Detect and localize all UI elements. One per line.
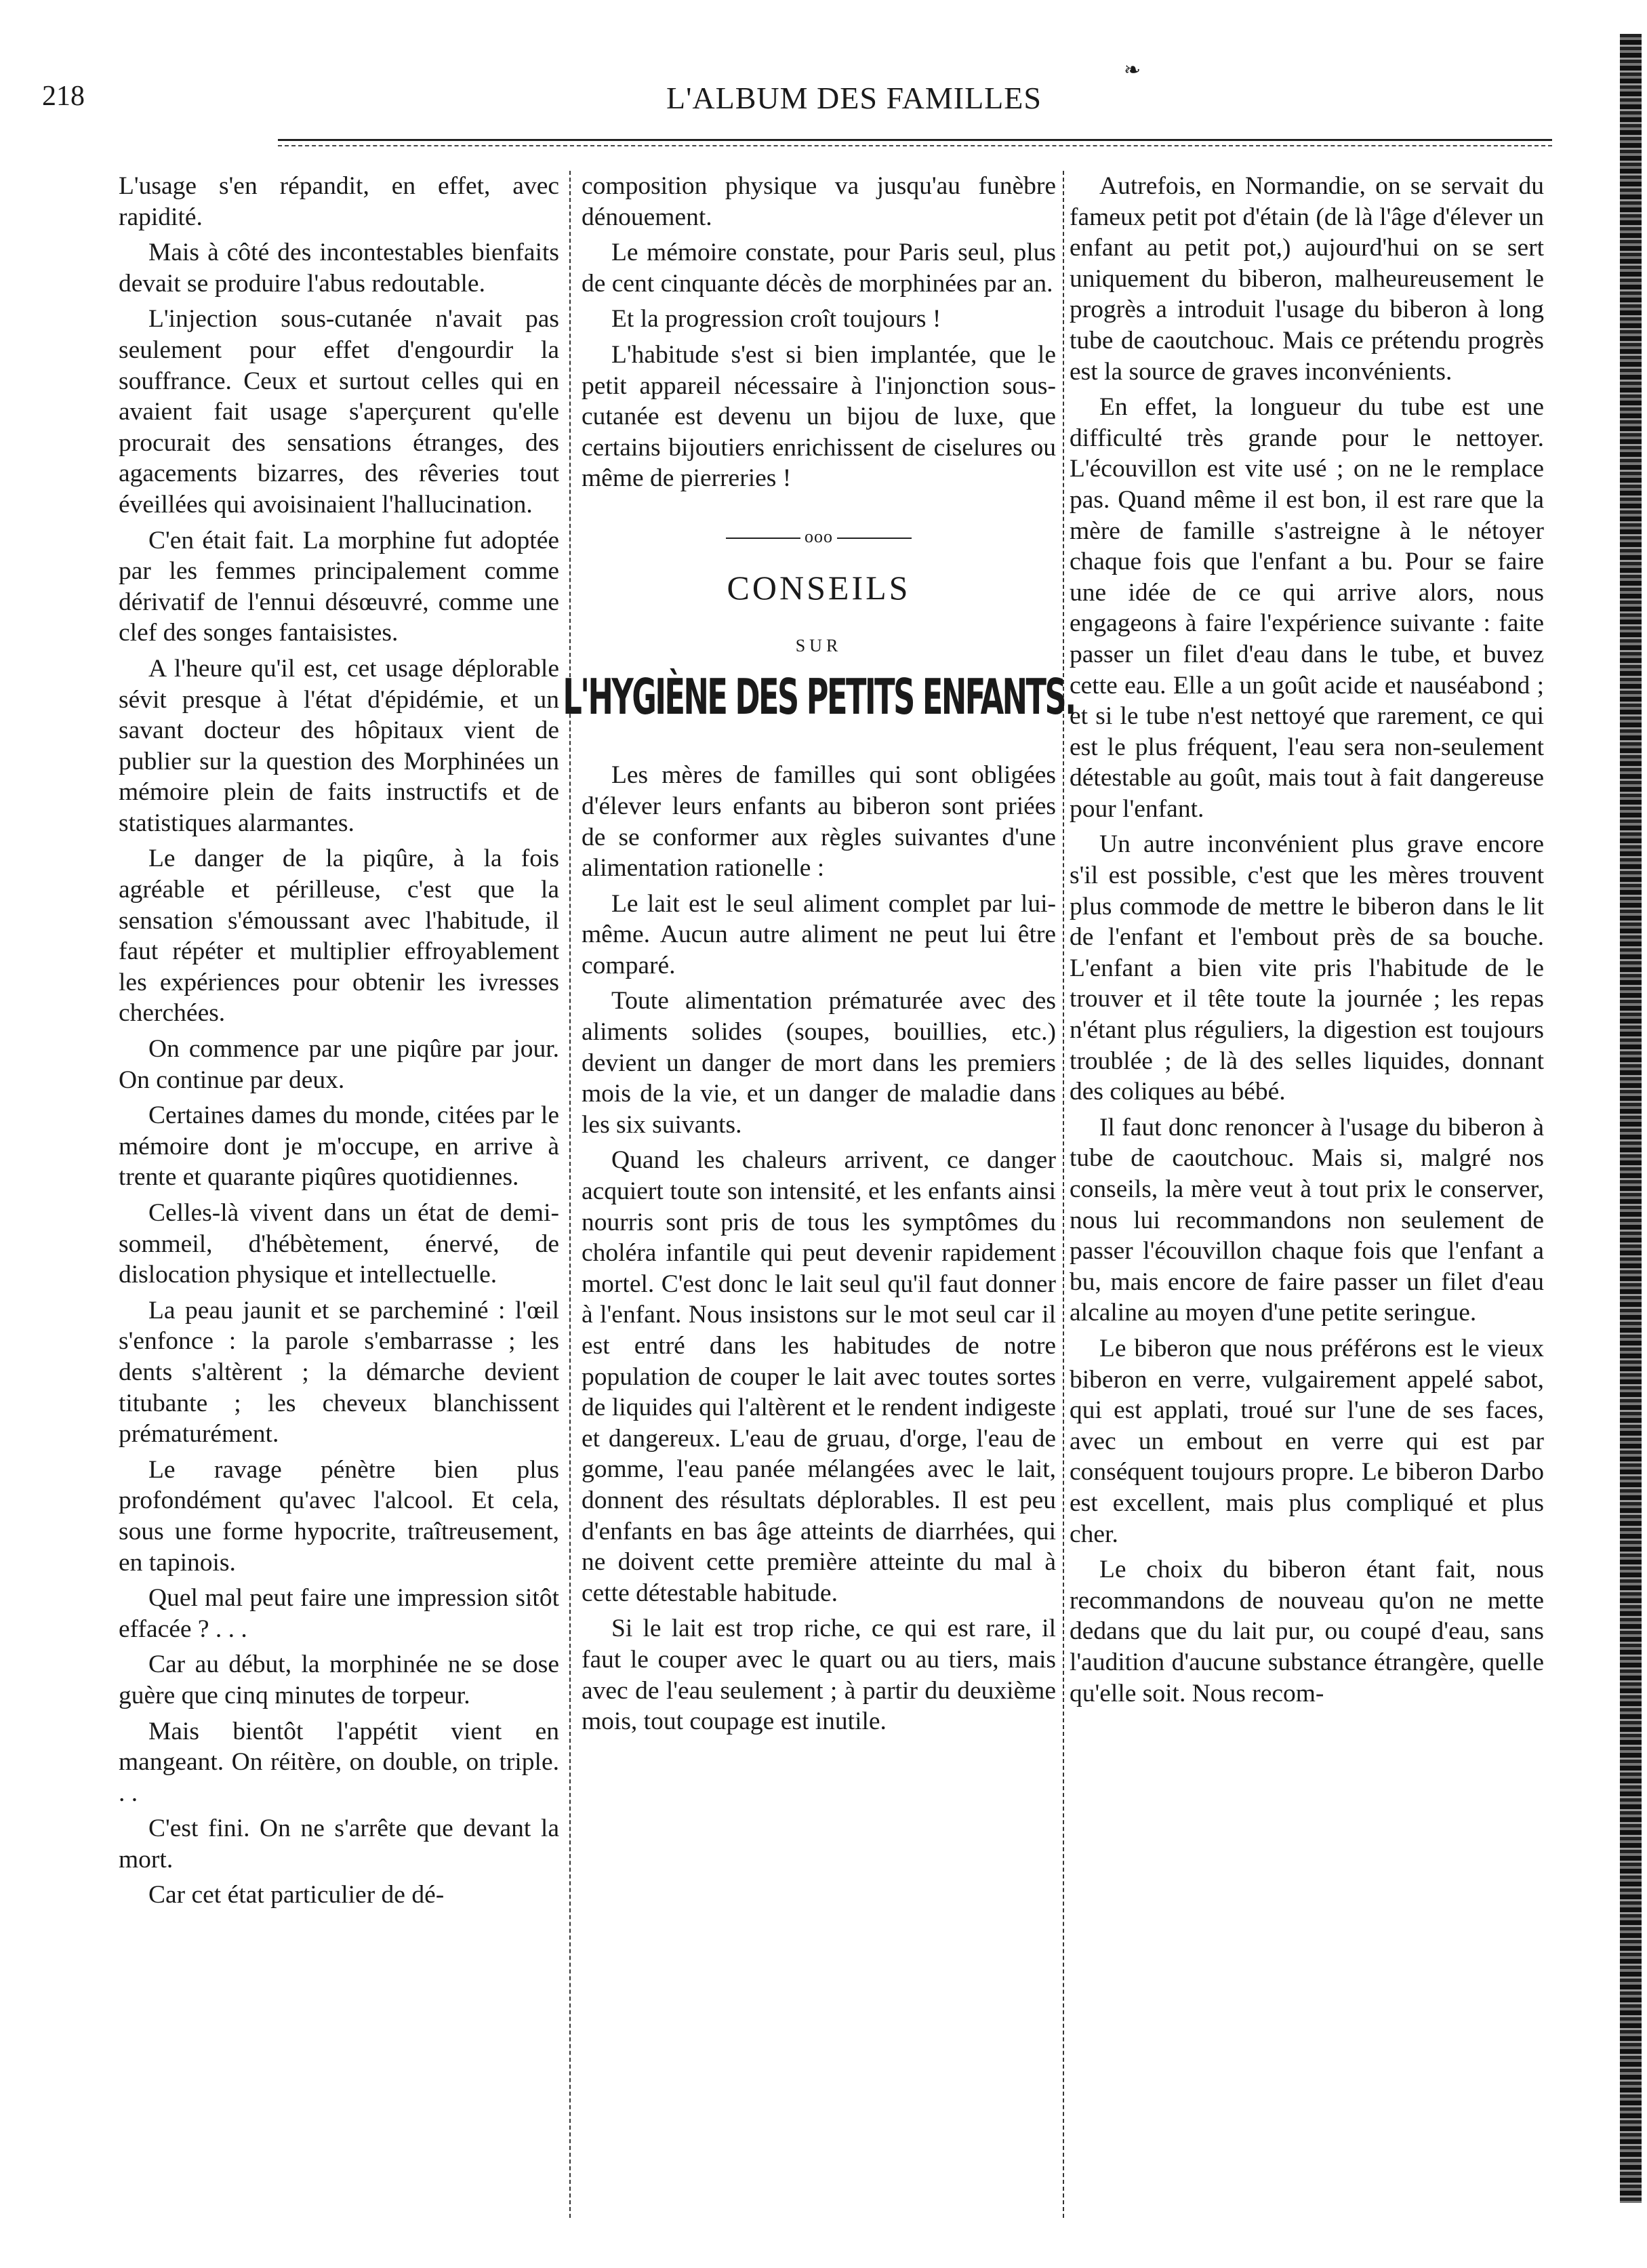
paragraph: Autrefois, en Normandie, on se servait du fameux petit pot d'étain (de là l'âge d'élever un enfant au petit pot,) aujourd'hui on se sert uniquement du biberon, malheureusement le progrès a introduit l'usage du biberon à long tube de caoutchouc. Mais ce prétendu progrès est la source de graves inconvénients. (1070, 172, 1544, 386)
paragraph: Un autre inconvénient plus grave encore s'il est possible, c'est que les mères trouvent plus commode de mettre le biberon dans le lit de l'enfant et l'embout près de sa bouche. L'enfant a bien vite pris l'habitude de le trouver et il tête toute la journée ; les repas n'étant plus réguliers, la digestion est toujours troublée ; de là des selles liquides, donnant des coliques au bébé. (1070, 830, 1544, 1106)
ornament-icon: ❧ (1124, 58, 1141, 82)
paragraph: Quand les chaleurs arrivent, ce danger acquiert toute son intensité, et les enfants ainsi nourris sont pris de tous les symptômes du choléra infantile qui peut devenir rapidement mortel. C'est donc le lait seul qu'il faut donner à l'enfant. Nous insistons sur le mot seul car il est entré dans les habitudes de notre population de couper le lait avec toutes sortes de liquides qui l'altèrent et le rendent indigeste et dangereux. L'eau de gruau, d'orge, l'eau de gomme, l'eau panée mélangées avec le lait, donnent des résultats déplorables. Il est peu d'enfants en bas âge atteints de diarrhées, qui ne doivent cette première atteinte du mal à cette détestable habitude. (582, 1146, 1056, 1607)
paragraph: L'injection sous-cutanée n'avait pas seulement pour effet d'engourdir la souffrance. Ceux et surtout celles qui en avaient fait usage s'aperçurent qu'elle procurait des sensations étranges, des agacements bizarres, des rêveries tout éveillées qui avoisinaient l'hallucination. (119, 305, 559, 519)
paragraph: L'usage s'en répandit, en effet, avec rapidité. (119, 172, 559, 231)
page-edge-strip (1620, 34, 1642, 2203)
paragraph: La peau jaunit et se parcheminé : l'œil s'enfonce : la parole s'embarrasse ; les dents s'altèrent ; la démarche devient titubante ; les cheveux blanchissent prématurément. (119, 1296, 559, 1449)
paragraph: Il faut donc renoncer à l'usage du biberon à tube de caoutchouc. Mais si, malgré nos conseils, la mère veut à tout prix le conserver, nous lui recommandons non seulement de passer l'écouvillon chaque fois que l'enfant a bu, mais encore de faire passer un filet d'eau alcaline au moyen d'une petite seringue. (1070, 1113, 1544, 1327)
column-1 (119, 171, 559, 1916)
running-title: L'ALBUM DES FAMILLES (666, 81, 1042, 115)
paragraph: Quel mal peut faire une impression sitôt effacée ? . . . (119, 1584, 559, 1643)
paragraph: Car au début, la morphinée ne se dose guère que cinq minutes de torpeur. (119, 1651, 559, 1709)
section-title-conseils: CONSEILS (727, 568, 911, 607)
paragraph: Le choix du biberon étant fait, nous recommandons de nouveau qu'on ne mette dedans que du lait pur, ou coupé d'eau, sans l'audition d'aucune substance étrangère, quelle qu'elle soit. Nous recom- (1070, 1556, 1544, 1707)
paragraph: C'est fini. On ne s'arrête que devant la mort. (119, 1815, 559, 1874)
paragraph: Toute alimentation prématurée avec des aliments solides (soupes, bouillies, etc.) devient un danger de mort dans les premiers mois de la vie, et un danger de maladie dans les six suivants. (582, 987, 1056, 1139)
paragraph: Le danger de la piqûre, à la fois agréable et périlleuse, c'est que la sensation s'émoussant avec l'habitude, il faut répéter et multiplier effroyablement les expériences pour obtenir les ivresses cherchées. (119, 845, 559, 1028)
paragraph: Les mères de familles qui sont obligées d'élever leurs enfants au biberon sont priées de se conformer aux règles suivantes d'une alimentation rationelle : (582, 761, 1056, 883)
paragraph: Celles-là vivent dans un état de demi-sommeil, d'hébètement, énervé, de dislocation physique et intellectuelle. (119, 1199, 559, 1289)
section-separator: ooo (582, 521, 1056, 552)
column-2 (563, 171, 1075, 1742)
paragraph: Mais à côté des incontestables bienfaits devait se produire l'abus redoutable. (119, 239, 559, 298)
paragraph: Car cet état particulier de dé- (148, 1881, 445, 1909)
paragraph: Si le lait est trop riche, ce qui est rare, il faut le couper avec le quart ou au tiers, mais avec de l'eau seulement ; à partir du deuxième mois, tout coupage est inutile. (582, 1615, 1056, 1736)
paragraph: Le ravage pénètre bien plus profondément qu'avec l'alcool. Et cela, sous une forme hypocrite, traîtreusement, en tapinois. (119, 1455, 559, 1577)
page-number: 218 (42, 81, 85, 112)
paragraph: Et la progression croît toujours ! (611, 305, 941, 333)
paragraph: C'en était fait. La morphine fut adoptée par les femmes principalement comme dérivatif de l'ennui désœuvré, comme une clef des songes fantaisistes. (119, 526, 559, 647)
column-3 (1070, 171, 1544, 1714)
paragraph: On commence par une piqûre par jour. On continue par deux. (119, 1035, 559, 1094)
section-title-hygiene: L'HYGIÈNE DES PETITS ENFANTS. (563, 668, 1075, 725)
column-rule-2 (1063, 171, 1064, 2218)
paragraph: Mais bientôt l'appétit vient en mangeant. On réitère, on double, on triple. . . (119, 1717, 559, 1807)
paragraph: Le mémoire constate, pour Paris seul, plus de cent cinquante décès de morphinées par an. (582, 239, 1056, 298)
paragraph: Certaines dames du monde, citées par le mémoire dont je m'occupe, en arrive à trente et quarante piqûres quotidiennes. (119, 1101, 559, 1192)
paragraph: Le lait est le seul aliment complet par lui-même. Aucun autre aliment ne peut lui être comparé. (582, 889, 1056, 979)
paragraph: A l'heure qu'il est, cet usage déplorable sévit presque à l'état d'épidémie, et un savant docteur des hôpitaux vient de publier sur la question des Morphinées un mémoire plein de faits instructifs et de statistiques alarmantes. (119, 654, 559, 837)
header-rule (278, 139, 1552, 146)
paragraph: En effet, la longueur du tube est une difficulté très grande pour le nettoyer. L'écouvillon est vite usé ; on ne le remplace pas. Quand même il est bon, il est rare que la mère de famille s'astreigne à le nétoyer chaque fois que l'enfant a bu. Pour se faire une idée de ce qui arrive alors, nous engageons à faire l'expérience suivante : faite passer un filet d'eau dans le tube, et buvez cette eau. Elle a un goût acide et nauséabond ; et si le tube n'est nettoyé que rarement, ce qui est le plus fréquent, l'eau sera non-seulement détestable au goût, mais tout à fait dangereuse pour l'enfant. (1070, 393, 1544, 823)
paragraph: L'habitude s'est si bien implantée, que le petit appareil nécessaire à l'injonction sous-cutanée est devenu un bijou de luxe, que certains bijoutiers enrichissent de ciselures ou même de pierreries ! (582, 340, 1056, 493)
section-title-sur: SUR (795, 636, 842, 656)
paragraph: composition physique va jusqu'au funèbre dénouement. (582, 172, 1056, 231)
column-rule-1 (569, 171, 571, 2218)
paragraph: Le biberon que nous préférons est le vieux biberon en verre, vulgairement appelé sabot, qui est applati, troué sur l'une de ses faces, avec un embout en verre qui est par conséquent toujours propre. Le biberon Darbo est excellent, mais plus compliqué et plus cher. (1070, 1334, 1544, 1548)
